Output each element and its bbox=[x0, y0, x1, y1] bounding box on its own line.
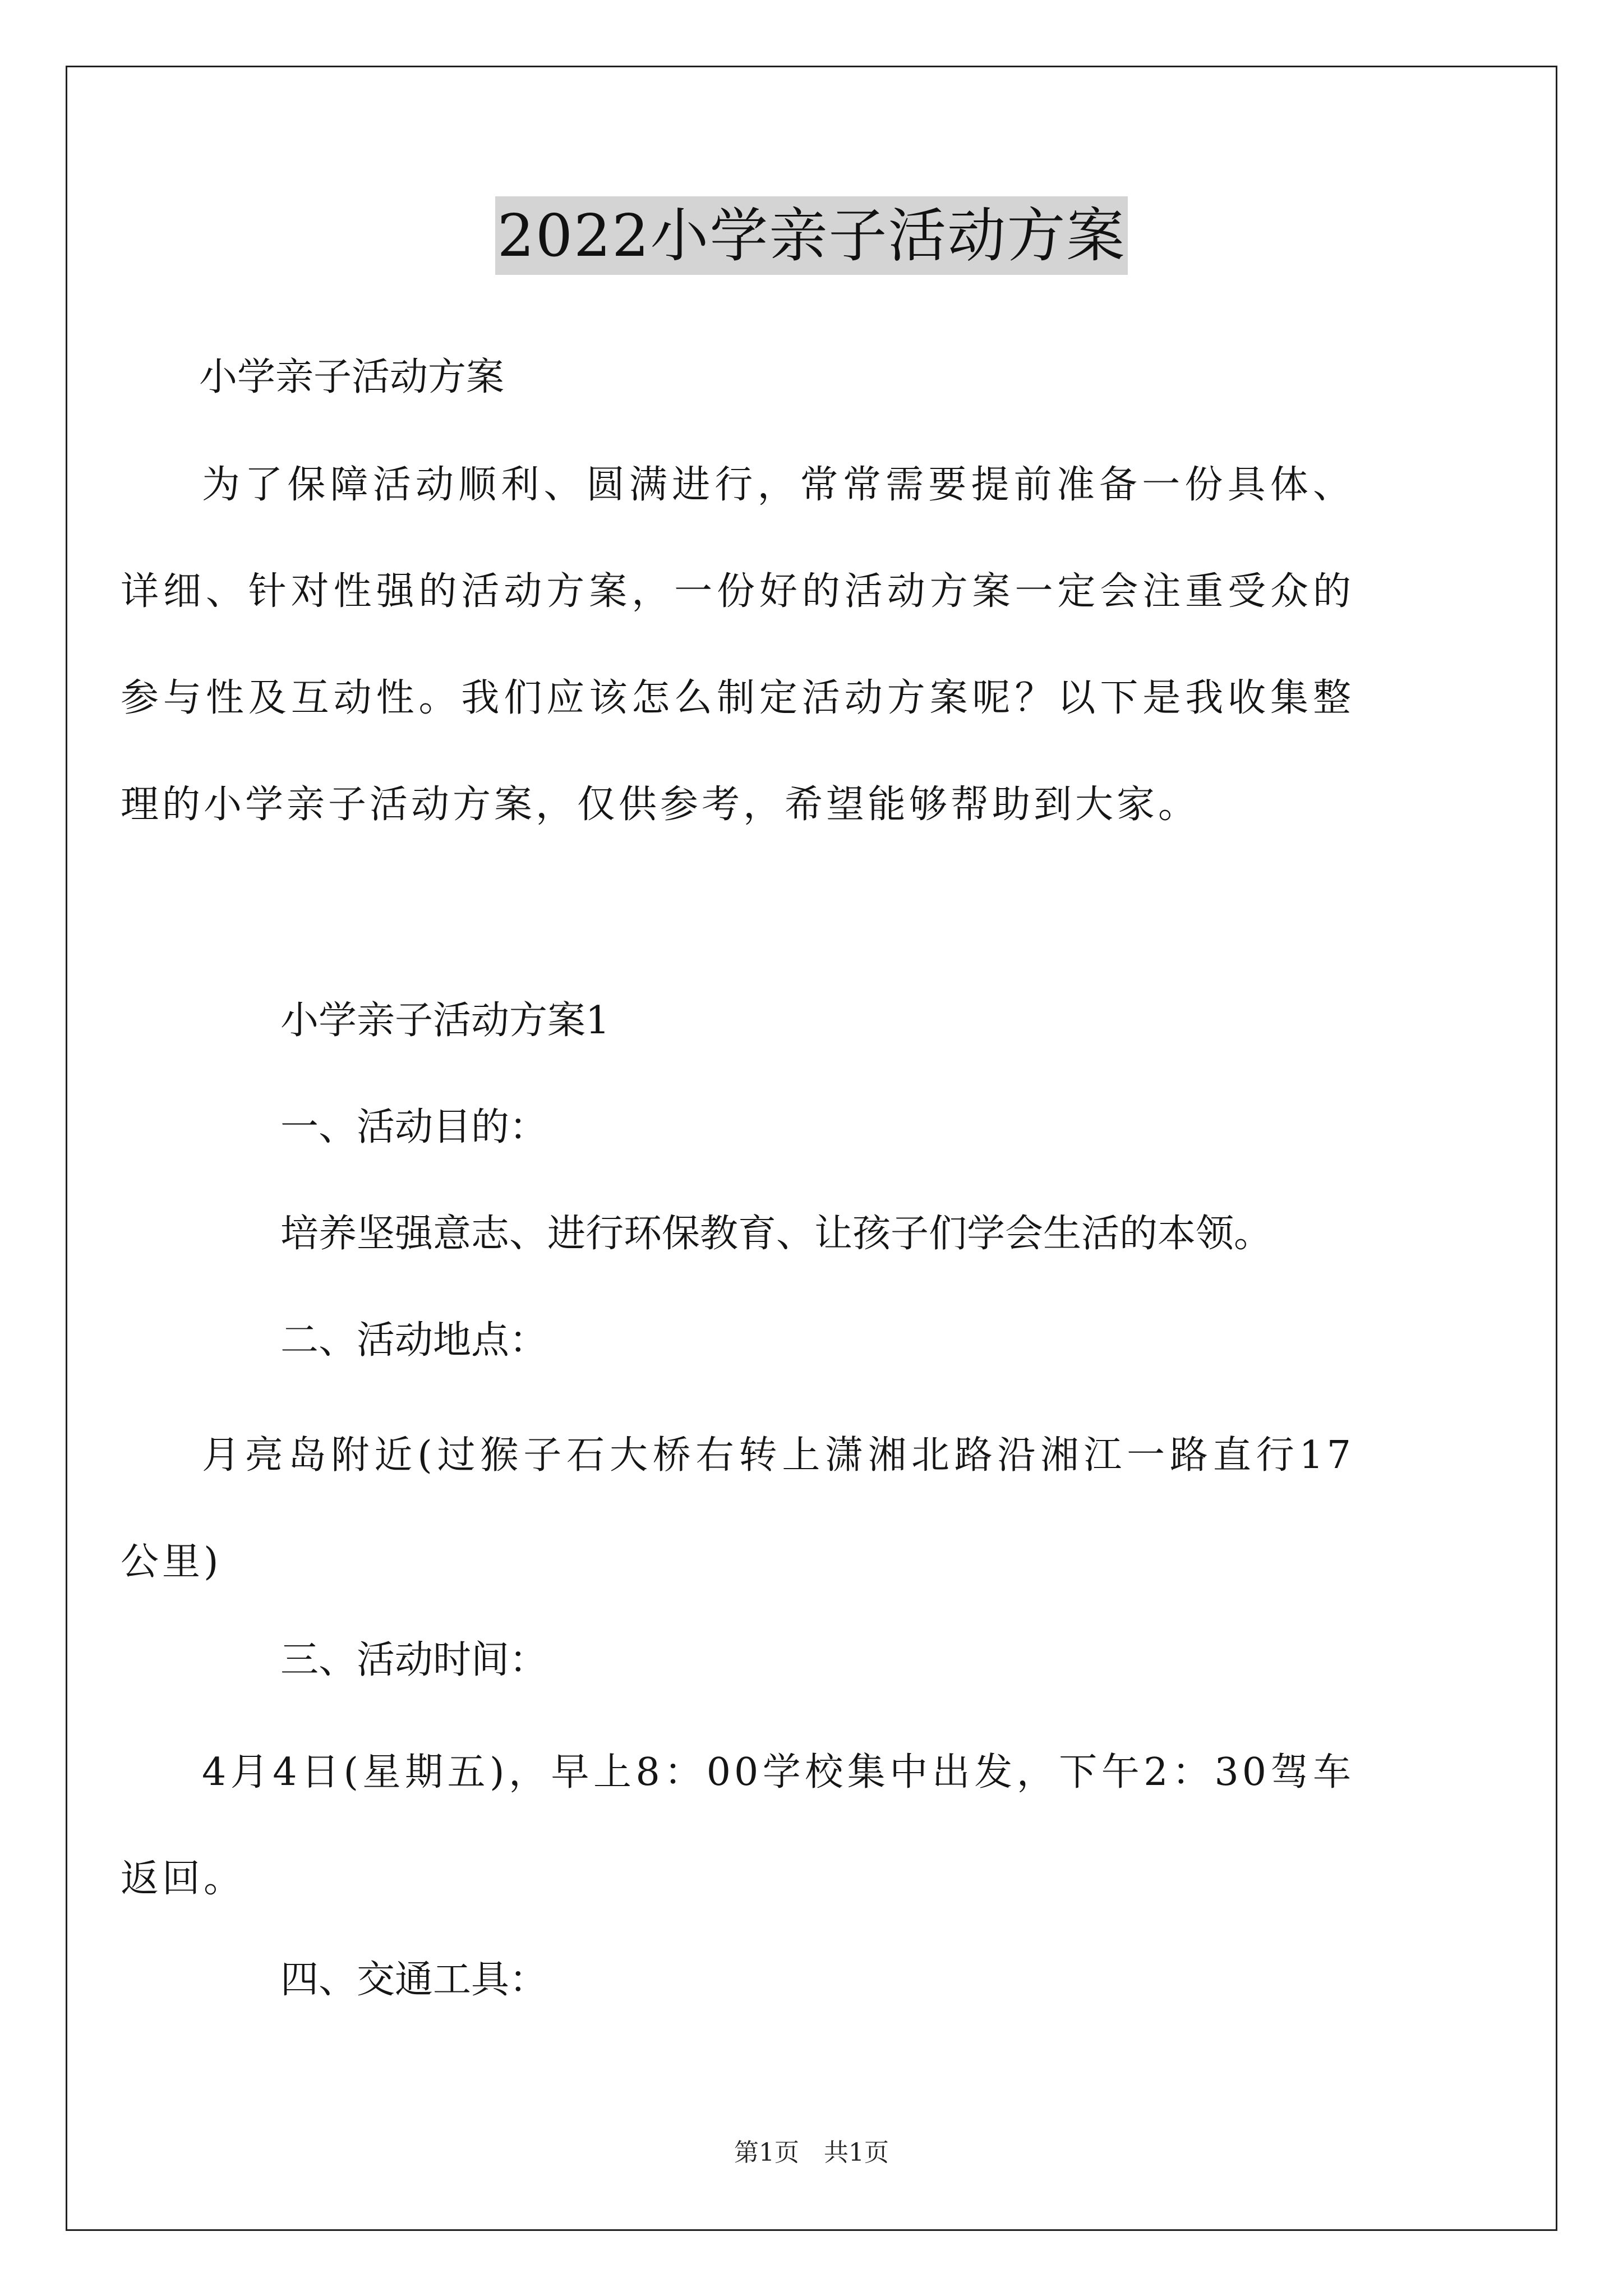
document-subtitle: 小学亲子活动方案 bbox=[199, 355, 505, 399]
document-title: 2022小学亲子活动方案 bbox=[495, 196, 1128, 275]
heading-location: 二、活动地点： bbox=[280, 1318, 548, 1363]
text-location: 月亮岛附近(过猴子石大桥右转上潇湘北路沿湘江一路直行17公里) bbox=[121, 1433, 1354, 1584]
text-purpose: 培养坚强意志、进行环保教育、让孩子们学会生活的本领。 bbox=[280, 1212, 1272, 1256]
section-title: 小学亲子活动方案1 bbox=[280, 999, 610, 1043]
page-footer bbox=[0, 2136, 1623, 2170]
text-time: 4月4日(星期五)，早上8：00学校集中出发，下午2：30驾车返回。 bbox=[121, 1750, 1354, 1901]
page-number: 第1页 bbox=[734, 2138, 799, 2167]
page-total: 共1页 bbox=[824, 2138, 889, 2167]
heading-time: 三、活动时间： bbox=[280, 1638, 548, 1682]
title-container bbox=[0, 196, 1623, 275]
heading-transport: 四、交通工具： bbox=[280, 1958, 548, 2002]
intro-paragraph: 为了保障活动顺利、圆满进行，常常需要提前准备一份具体、详细、针对性强的活动方案，一份好的活动方案一定会注重受众的参与性及互动性。我们应该怎么制定活动方案呢？以下是我收集整理的小学亲子活动方案，仅供参考，希望能够帮助到大家。 bbox=[121, 463, 1354, 827]
heading-purpose: 一、活动目的： bbox=[280, 1105, 548, 1149]
